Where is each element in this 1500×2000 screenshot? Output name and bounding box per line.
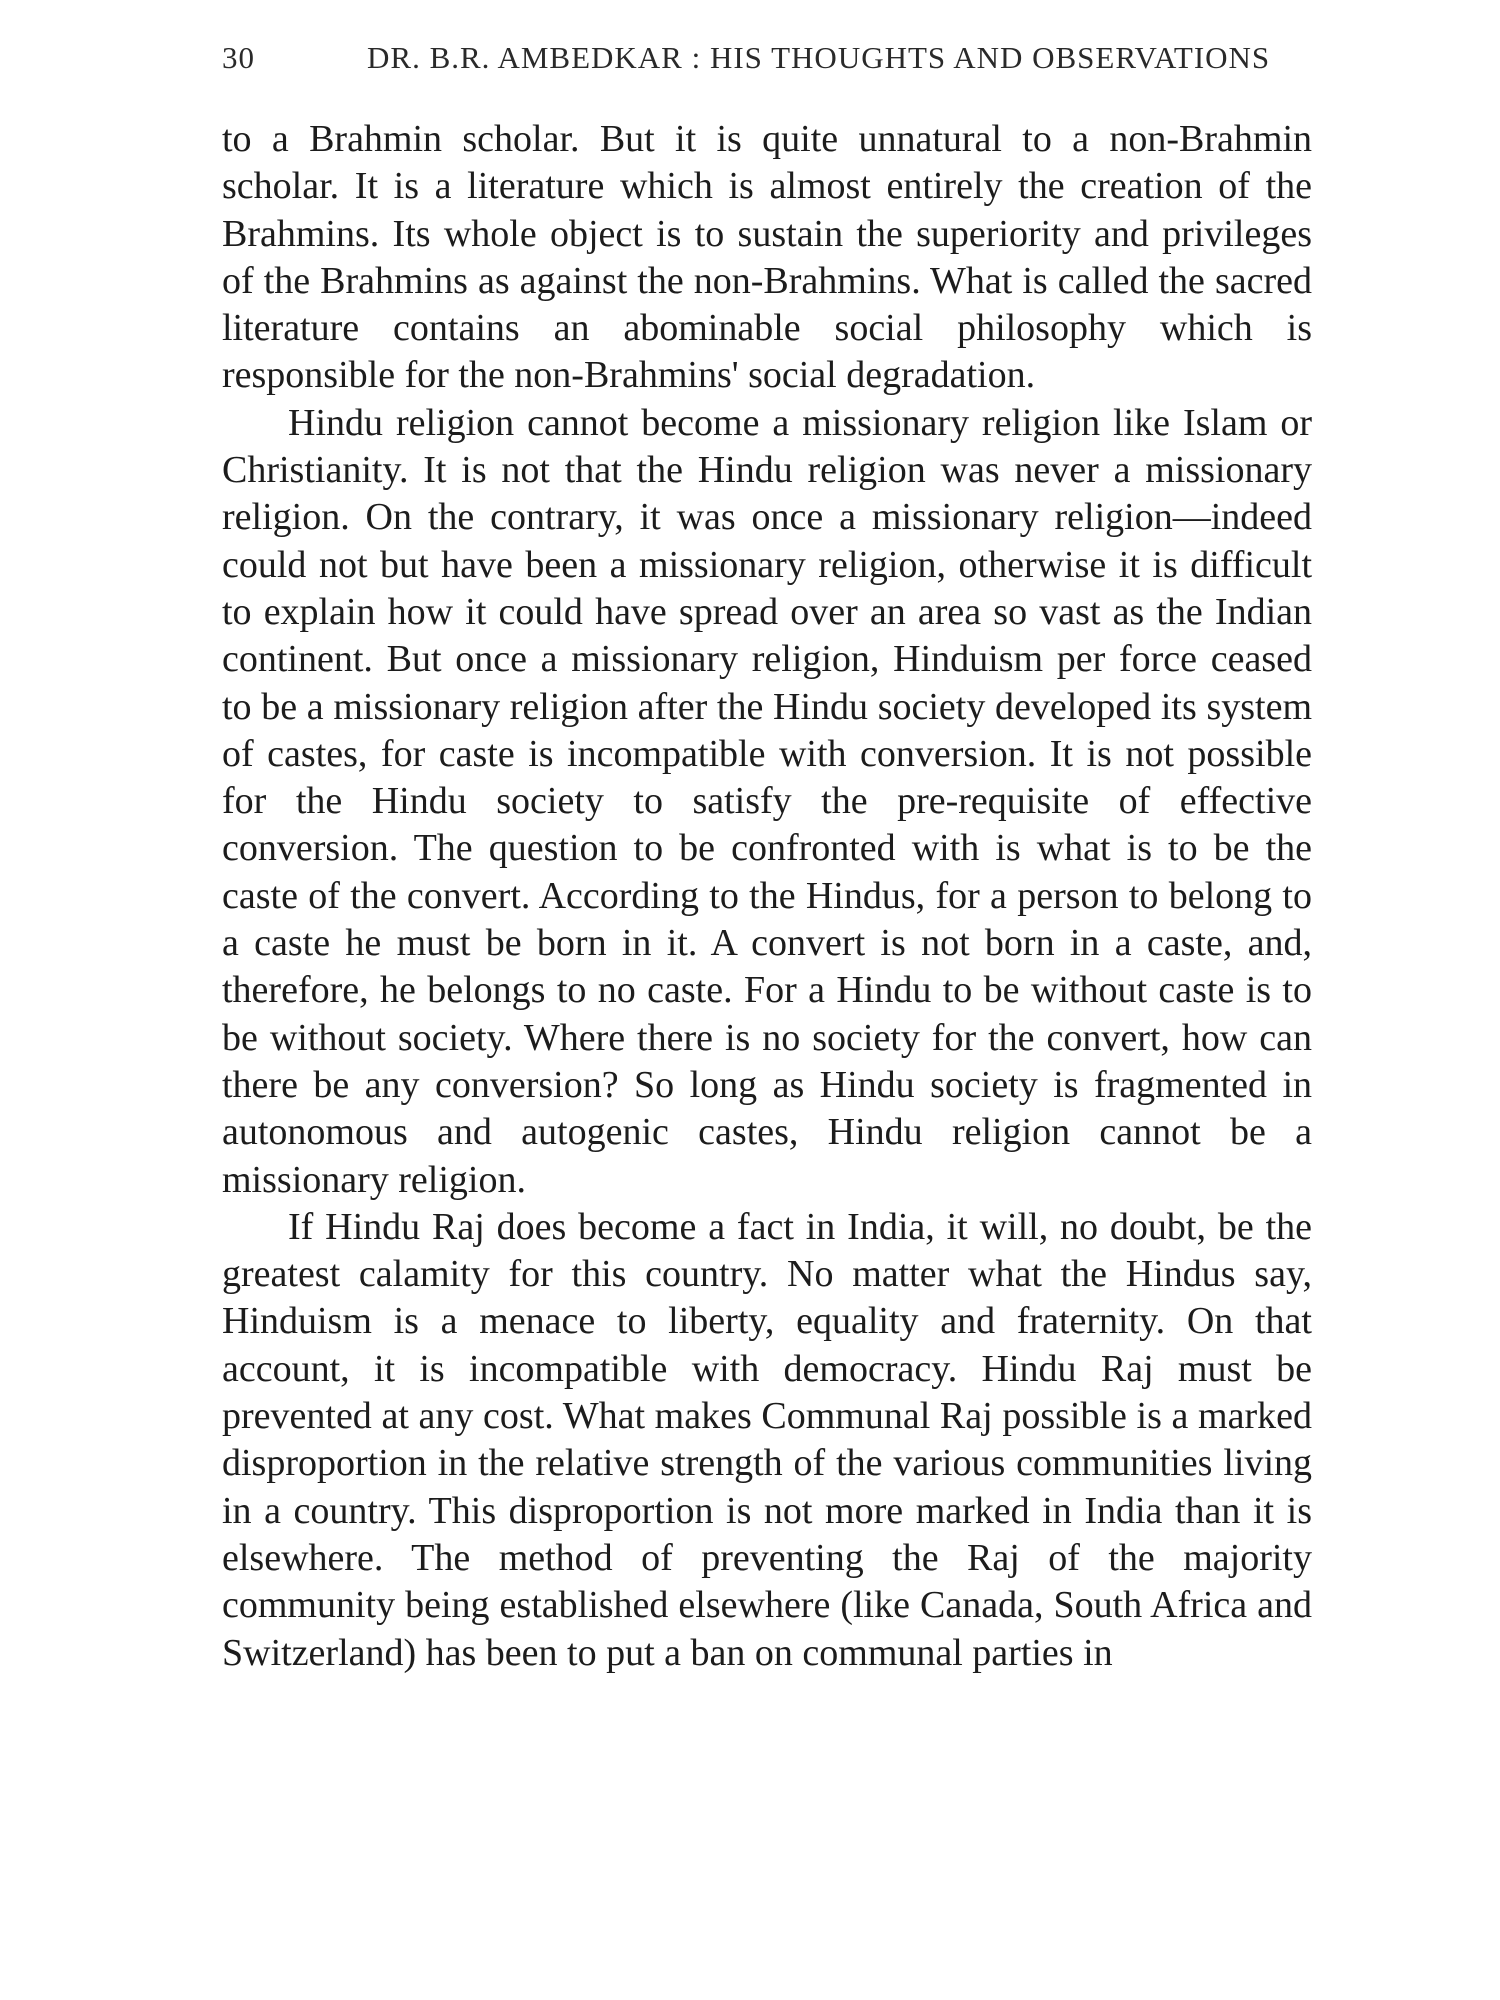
book-page [222, 40, 1312, 1677]
paragraph-hindu-raj: If Hindu Raj does become a fact in India, it will, no doubt, be the greatest calamity for this country. No matter what the Hindus say, Hinduism is a menace to liberty, equality and fraternity. On that account, it is incompatible with democracy. Hindu Raj must be prevented at any cost. What makes Communal Raj possible is a marked disproportion in the relative strength of the various communities living in a country. This disproportion is not more marked in India than it is elsewhere. The method of preventing the Raj of the majority community being established elsewhere (like Canada, South Africa and Switzerland) has been to put a ban on communal parties in [222, 1205, 1312, 1674]
body-text [222, 116, 1312, 1677]
paragraph-missionary-religion: Hindu religion cannot become a missionary religion like Islam or Christianity. It is not that the Hindu religion was never a missionary religion. On the contrary, it was once a missionary religion—indeed could not but have been a missionary religion, otherwise it is difficult to explain how it could have spread over an area so vast as the Indian continent. But once a missionary religion, Hinduism per force ceased to be a missionary religion after the Hindu society developed its system of castes, for caste is incompatible with conversion. It is not possible for the Hindu society to satisfy the pre-requisite of effective conversion. The question to be confronted with is what is to be the caste of the convert. According to the Hindus, for a person to belong to a caste he must be born in it. A convert is not born in a caste, and, therefore, he belongs to no caste. For a Hindu to be without caste is to be without society. Where there is no society for the convert, how can there be any conversion? So long as Hindu society is fragmented in autonomous and autogenic castes, Hindu religion cannot be a missionary religion. [222, 401, 1312, 1201]
running-head-title: DR. B.R. AMBEDKAR : HIS THOUGHTS AND OBSERVATIONS [367, 40, 1271, 75]
running-head [222, 40, 1312, 90]
paragraph-continued: to a Brahmin scholar. But it is quite unnatural to a non-Brahmin scholar. It is a literature which is almost entirely the creation of the Brahmins. Its whole object is to sustain the superiority and privileges of the Brahmins as against the non-Brahmins. What is called the sacred literature contains an abominable social philosophy which is responsible for the non-Brahmins' social degradation. [222, 118, 1312, 397]
page-number: 30 [222, 40, 255, 75]
